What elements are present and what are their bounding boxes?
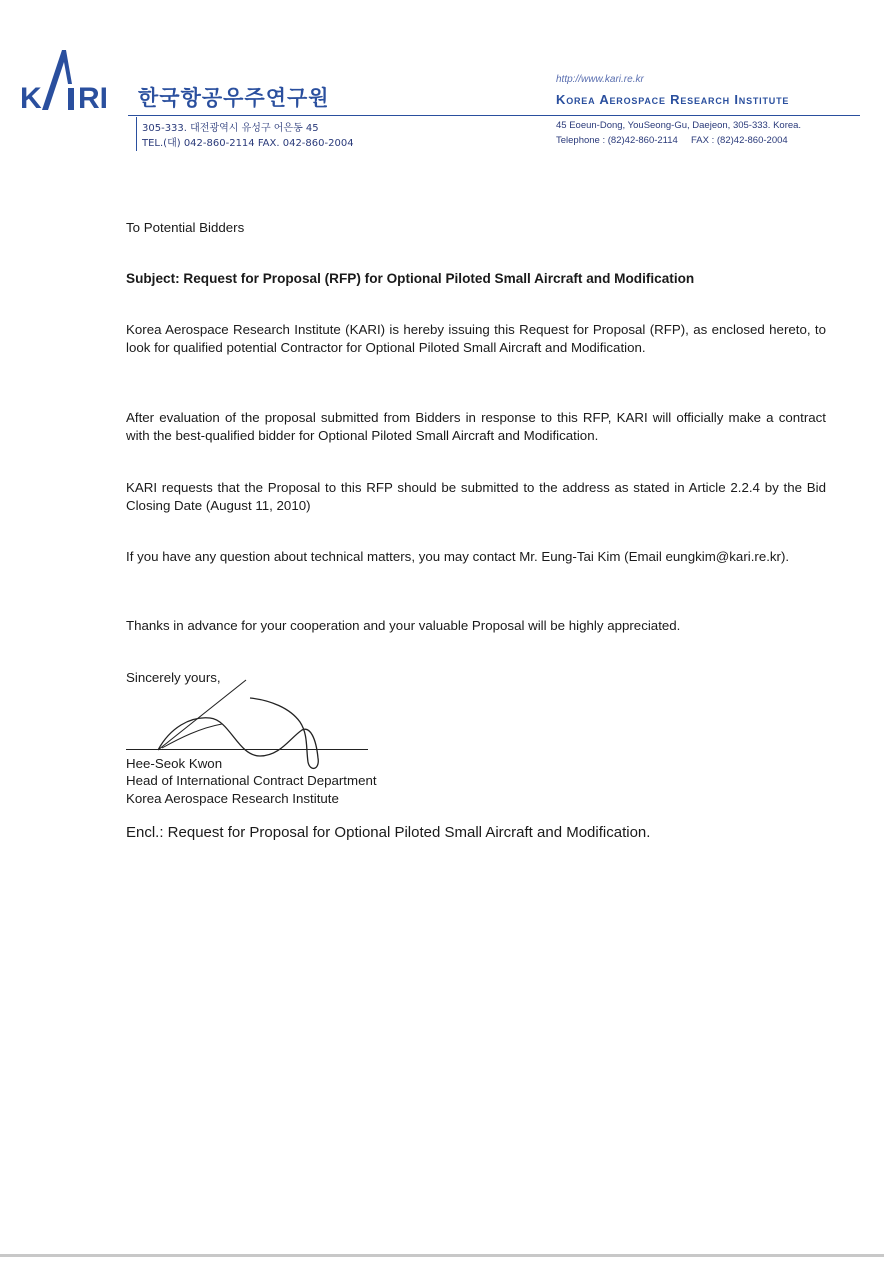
english-address: [556, 118, 801, 148]
paragraph-3: KARI requests that the Proposal to this RFP should be submitted to the address as stated in Article 2.2.4 by the Bid Closing Date (August 11, 2010): [126, 480, 826, 513]
english-address-line1: 45 Eoeun-Dong, YouSeong-Gu, Daejeon, 305-333. Korea.: [556, 120, 802, 131]
svg-text:RI: RI: [78, 82, 108, 114]
signature-line: [126, 749, 368, 750]
english-address-line2: Telephone : (82)42-860-2114 FAX : (82)42-860-2004: [556, 135, 788, 146]
letterhead-rule: [128, 115, 860, 116]
website-url[interactable]: http://www.kari.re.kr: [556, 74, 644, 85]
english-institute-name: Korea Aerospace Research Institute: [556, 92, 790, 107]
kari-logo: [18, 44, 128, 114]
scan-edge: [0, 1254, 884, 1257]
salutation: To Potential Bidders: [126, 220, 245, 235]
paragraph-2: After evaluation of the proposal submitted from Bidders in response to this RFP, KARI will officially make a contract with the best-qualified bidder for Optional Piloted Small Aircraft and Modification.: [126, 410, 826, 443]
korean-address-line1: 305-333. 대전광역시 유성구 어은동 45: [142, 123, 319, 134]
paragraph-4: If you have any question about technical matters, you may contact Mr. Eung-Tai Kim (Email eungkim@kari.re.kr).: [126, 549, 790, 564]
enclosure-note: Encl.: Request for Proposal for Optional Piloted Small Aircraft and Modification.: [126, 824, 651, 841]
svg-text:K: K: [20, 82, 42, 114]
korean-address-line2: TEL.(대) 042-860-2114 FAX. 042-860-2004: [142, 138, 354, 149]
address-divider: [136, 117, 137, 151]
paragraph-1: Korea Aerospace Research Institute (KARI) is hereby issuing this Request for Proposal (RFP), as enclosed hereto, to look for qualified potential Contractor for Optional Piloted Small Aircraft and Modification.: [126, 322, 826, 355]
korean-institute-name: 한국항공우주연구원: [138, 86, 330, 110]
signer-title: Head of International Contract Department: [126, 773, 377, 788]
closing: Sincerely yours,: [126, 670, 221, 685]
korean-address: [142, 121, 354, 151]
signer-name: Hee-Seok Kwon: [126, 756, 223, 771]
paragraph-5: Thanks in advance for your cooperation and your valuable Proposal will be highly appreciated.: [126, 618, 681, 633]
signer-organization: Korea Aerospace Research Institute: [126, 791, 339, 806]
subject-line: Subject: Request for Proposal (RFP) for Optional Piloted Small Aircraft and Modification: [126, 271, 695, 286]
